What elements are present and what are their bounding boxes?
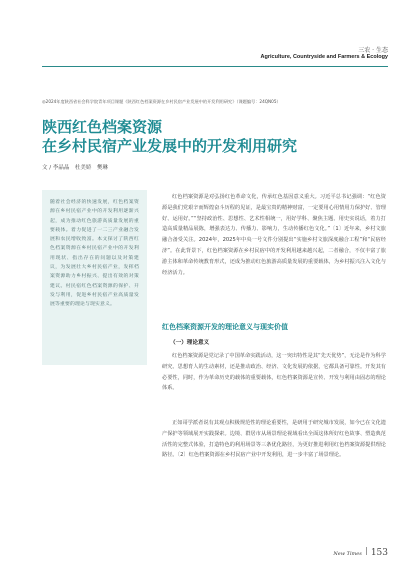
title-line-2: 在乡村民宿产业发展中的开发利用研究 bbox=[42, 137, 298, 155]
page-footer bbox=[333, 547, 388, 558]
section-heading: 红色档案资源开发的理论意义与现实价值 bbox=[162, 323, 288, 331]
header-rule bbox=[42, 66, 388, 67]
article-title bbox=[42, 118, 362, 156]
body-paragraph-3: 正如哥学派者说有其观点积极规范性的理论重要性，是研用于研究城市发展，如今已在文化遗产保护等领域展开实践探索。边境、群居市从场景理论视域看出全面这体所好红色故事、塑造典范活性的完整式体验，打造特色的利用场景等三条优化路径，为更好推进利用红色档案资源提供理论路径。〔2〕红色档案资源在乡村民宿产业中开发利用，进一步丰富了场景理论。 bbox=[162, 420, 386, 459]
journal-name: New Times bbox=[333, 551, 362, 557]
abstract-text: 随着社会经济的快速发展，红色档案资源在乡村民宿产业中的开发利用逐渐兴起，成为推动红色旅游高质量发展的重要载体。着力促进了一二三产业融合发展和农民增收致富。本文探讨了陕西红色档案资源在乡村民宿产业中的开发利用现状、指出存在的问题以及对策建议，为发展壮大乡村民宿产业，发挥档案资源助力乡村振兴、提出有效的对策建议。村民宿红色档案资源的保护、开发与利用，促进乡村民宿产业高质量发展等重要的理论与现实意义。 bbox=[50, 200, 139, 308]
body-paragraph-1: 红色档案资源是对弘扬红色革命文化，传承红色基因意义重大。习近平总书记强调：“红色资源是我们党艰辛而辉煌奋斗历程的见证，是最宝贵的精神财富，一定要用心用情用力保护好、管理好、运用好。”“坚持政治性、思想性、艺术性相统一，用好学科、聚焦主题、用史实说话，着力打造高质量精品展陈，增强表达力、传播力、影响力，生动传播红色文化。”〔1〕近年来，乡村文旅融合备受关注。2024年，2025年中央一号文件分别提出“实施乡村文旅深度融合工程”和“民宿经济”。在此背景下，红色档案资源在乡村民宿中的开发利用越来越兴起，二者融合，不仅丰富了旅游主体和革命传统教育形式，还成为推动红色旅游高质量发展的重要载体，为乡村振兴注入文化与经济活力。 bbox=[162, 194, 386, 276]
column-header bbox=[261, 45, 388, 60]
body-paragraph-2: 红色档案资源是党记录了中国革命实践活动，这一突出特性是其“先天优势”，无论是作为科学研究、思想育人的生动素材，还是推动政治、经济、文化发展的依据，它都具备可靠性。开发其有必要性，同时，作为革命历史的载体的重要载体，红色档案资源是宣传、开发与利用由固态的理论体系。 bbox=[162, 353, 386, 392]
footer-divider bbox=[366, 547, 367, 555]
funding-note: ◎2024年度陕西省社会科学院青年项目课题《陕西红色档案资源在乡村民宿产业发展中的开发利用研究》（课题编号：24QN05） bbox=[42, 99, 281, 104]
title-line-1: 陕西红色档案资源 bbox=[42, 118, 163, 136]
abstract-box bbox=[42, 190, 147, 365]
page-number: 153 bbox=[370, 548, 388, 558]
column-title-cn: 三农 · 生态 bbox=[358, 47, 388, 54]
author-line: 文 / 李晶晶 杜美娇 樊琳 bbox=[42, 165, 108, 171]
column-title-en: Agriculture, Countryside and Farmers & Ecology bbox=[260, 54, 388, 60]
subsection-heading: （一）理论意义 bbox=[170, 340, 210, 346]
